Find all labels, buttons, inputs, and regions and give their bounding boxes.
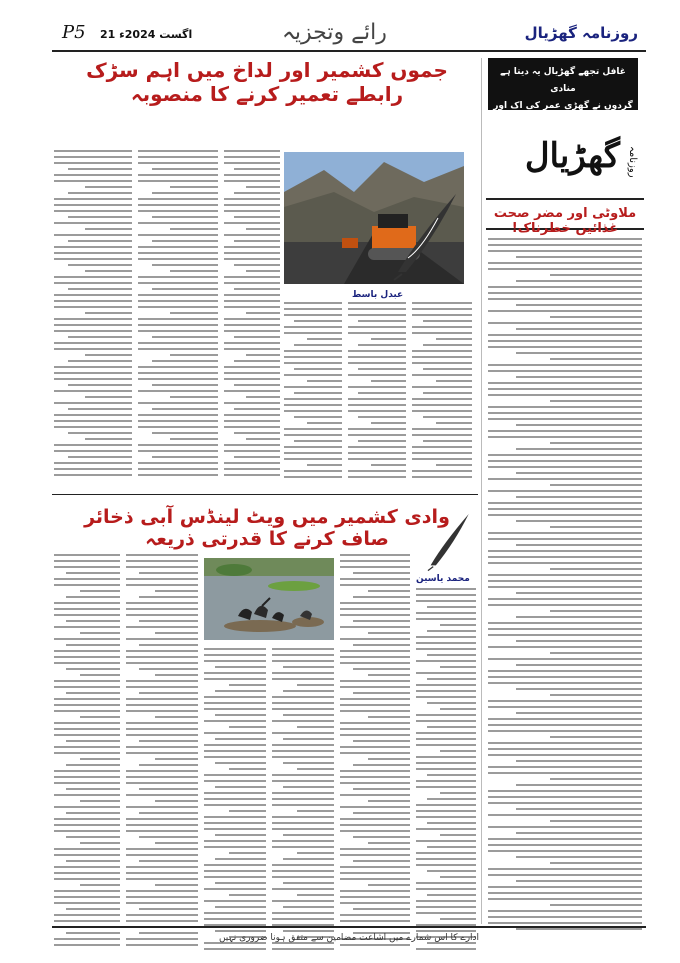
tagline-box [488,58,638,128]
quill-pen-icon [388,188,464,282]
quill-pen-icon [424,510,474,572]
article-2-column [340,554,410,954]
article-2-column [416,588,476,954]
article-2-headline: وادی کشمیر میں ویٹ لینڈس آبی ذخائر صاف کرنے کا قدرتی ذریعہ [84,506,450,550]
page-footer: ادارے کا اس شمارے میں اشاعت مضامین سے متفق ہونا ضروری نہیں [52,926,646,948]
tagline-line-1: غافل تجھے گھڑیال یہ دیتا ہے منادی [500,67,626,94]
logo-prefix: روزنامہ [627,146,638,178]
issue-date: 21 اگست 2024ء [100,28,193,41]
main-content [52,58,478,943]
masthead: روزنامہ گھڑیال [524,24,638,42]
article-1-column [138,150,218,480]
birds-photo [204,558,334,640]
editorial-body [488,238,642,938]
section-title: رائے وتجزیہ [282,20,387,45]
article-2-byline: محمد یاسین [416,574,470,584]
article-2-column [54,554,120,954]
page-header [52,18,646,48]
article-1-column [348,302,406,482]
article-1-column [284,302,342,482]
column-divider [481,58,482,924]
article-1-column [412,302,472,482]
article-1-byline: عبدل باسط [352,290,404,300]
header-rule [52,50,646,52]
article-1-headline: جموں کشمیر اور لداخ میں اہم سڑک رابطے تعمیر کرنے کا منصوبہ [86,58,448,106]
article-2-column [272,648,334,954]
article-2-column [204,648,266,954]
editorial-sidebar [484,58,646,943]
editorial-title: ملاوٹی اور مضر صحت غذائیں خطرناک! [486,198,644,230]
newspaper-logo [492,128,638,208]
logo-text: گھڑیال [524,136,620,176]
newspaper-page [52,18,646,948]
page-number: P5 [62,22,86,43]
section-divider [52,494,478,495]
article-1-column [224,150,280,480]
article-2-column [126,554,198,954]
article-1-column [54,150,132,480]
tagline-line-2: گردوں نے گھڑی عمر کی اک اور گھٹادی [493,101,633,128]
